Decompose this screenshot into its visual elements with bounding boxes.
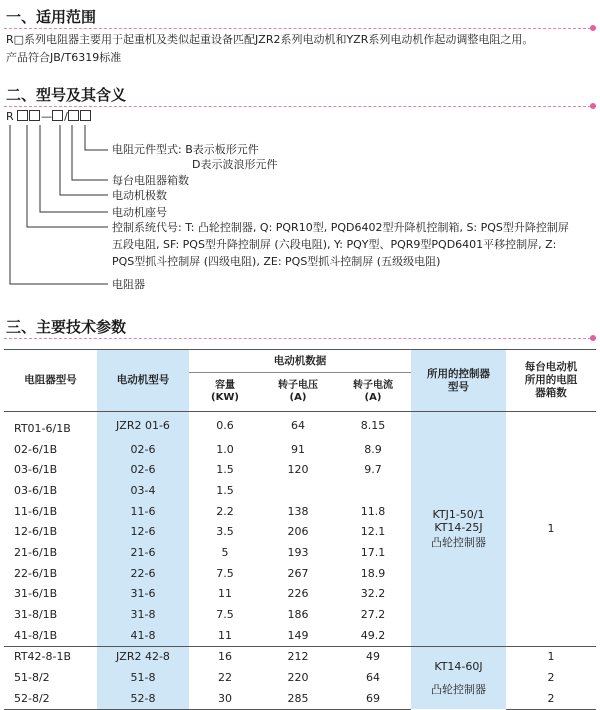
cell-voltage: 91 <box>291 442 305 456</box>
header-rotor-current-unit: (A) <box>364 392 382 403</box>
controller-line: KT14-25J <box>434 520 483 534</box>
controller-line: KT14-60J <box>434 660 483 674</box>
legend-control-line3: PQS型抓斗控制屏 (四级电阻), ZE: PQS型抓斗控制屏 (五级级电阻) <box>112 255 441 268</box>
cell-boxes: 2 <box>506 688 596 709</box>
cell-current: 69 <box>335 688 411 709</box>
cell-motor: 22-6 <box>97 563 189 584</box>
cell-current: 12.1 <box>360 525 386 539</box>
header-rotor-voltage-unit: (A) <box>289 392 307 403</box>
cell-capacity: 7.5 <box>216 608 234 622</box>
cell-capacity: 7.5 <box>216 566 234 580</box>
table-row <box>4 667 596 688</box>
cell-motor: 12-6 <box>97 521 189 542</box>
section-divider <box>4 338 596 339</box>
section-title-params: 三、主要技术参数 <box>6 318 127 336</box>
cell-resistor: 52-8/2 <box>4 688 97 709</box>
cell-current <box>335 480 411 501</box>
cell-voltage: 138 <box>287 504 309 518</box>
cell-voltage: 64 <box>261 412 335 439</box>
cell-voltage: 226 <box>287 587 309 601</box>
cell-voltage: 267 <box>287 566 309 580</box>
cell-capacity: 1.5 <box>216 483 234 497</box>
section-title-scope: 一、适用范围 <box>6 8 97 26</box>
cell-motor: JZR2 01-6 <box>97 412 189 439</box>
cell-capacity: 1.0 <box>216 442 234 456</box>
cell-resistor: 41-8/1B <box>14 628 58 642</box>
cell-voltage: 149 <box>287 628 309 642</box>
cell-current: 8.9 <box>364 442 382 456</box>
cell-current: 11.8 <box>360 504 386 518</box>
header-capacity <box>189 373 261 412</box>
legend-control-line1: 控制系统代号: T: 凸轮控制器, Q: PQR10型, PQD6402型升降机控制箱, S: PQS型升降控制屏 <box>112 221 569 234</box>
cell-capacity: 22 <box>218 671 232 685</box>
cell-motor: 02-6 <box>97 459 189 480</box>
header-boxes: 每台电动机所用的电阻器箱数 <box>506 350 596 412</box>
cell-capacity: 3.5 <box>216 525 234 539</box>
code-prefix: R <box>6 110 14 123</box>
cell-resistor: 02-6/1B <box>14 442 58 456</box>
cell-current: 49 <box>335 646 411 667</box>
cell-resistor: 31-8/1B <box>14 608 58 622</box>
legend-control-line2: 五段电阻, SF: PQS型升降控制屏 (六段电阻), Y: PQY型、PQR9型PQD6401平移控制屏, Z: <box>112 238 557 251</box>
cell-voltage <box>261 480 335 501</box>
controller-line: KTJ1-50/1 <box>432 507 485 521</box>
cell-voltage: 212 <box>261 646 335 667</box>
scope-text-line2: 产品符合JB/T6319标准 <box>6 51 122 64</box>
cell-current: 27.2 <box>360 608 386 622</box>
cell-current: 64 <box>366 671 380 685</box>
cell-resistor: 31-6/1B <box>14 587 58 601</box>
legend-poles: 电动机极数 <box>112 189 167 202</box>
cell-motor: 03-4 <box>97 480 189 501</box>
cell-boxes-group1: 1 <box>506 412 596 647</box>
scope-text-line1: R□系列电阻器主要用于起重机及类似起重设备匹配JZR2系列电动机和YZR系列电动机作起动调整电阻之用。 <box>6 33 534 46</box>
cell-motor: 21-6 <box>97 542 189 563</box>
header-controller: 所用的控制器型号 <box>411 350 506 412</box>
header-resistor-model: 电阻器型号 <box>4 350 97 412</box>
cell-resistor: RT01-6/1B <box>4 412 97 439</box>
cell-capacity: 2.2 <box>216 504 234 518</box>
table-row <box>4 688 596 709</box>
cell-capacity: 11 <box>218 628 232 642</box>
cell-current: 18.9 <box>360 566 386 580</box>
section-title-model: 二、型号及其含义 <box>6 86 127 104</box>
cell-capacity: 1.5 <box>216 463 234 477</box>
cell-capacity: 30 <box>189 688 261 709</box>
cell-resistor: RT42-8-1B <box>4 646 97 667</box>
controller-line: 凸轮控制器 <box>431 683 486 697</box>
cell-current: 8.15 <box>335 412 411 439</box>
cell-resistor: 12-6/1B <box>14 525 58 539</box>
cell-motor: JZR2 42-8 <box>97 646 189 667</box>
cell-voltage: 285 <box>261 688 335 709</box>
cell-boxes: 1 <box>506 646 596 667</box>
table-row <box>4 646 596 667</box>
cell-current: 17.1 <box>360 545 386 559</box>
cell-voltage: 120 <box>287 463 309 477</box>
header-rotor-current-label: 转子电流 <box>353 380 393 391</box>
header-rotor-voltage <box>261 373 335 412</box>
cell-current: 9.7 <box>364 463 382 477</box>
cell-motor: 51-8 <box>97 667 189 688</box>
cell-controller-group2 <box>411 646 506 709</box>
cell-capacity: 16 <box>189 646 261 667</box>
cell-resistor: 21-6/1B <box>14 545 58 559</box>
header-rotor-current <box>335 373 411 412</box>
cell-resistor: 11-6/1B <box>14 504 58 518</box>
cell-current: 32.2 <box>360 587 386 601</box>
cell-motor: 02-6 <box>97 439 189 460</box>
cell-resistor: 03-6/1B <box>14 483 58 497</box>
legend-resistor: 电阻器 <box>112 278 145 291</box>
header-capacity-label: 容量 <box>215 380 235 391</box>
cell-voltage: 206 <box>287 525 309 539</box>
table-row <box>4 412 596 439</box>
legend-frame: 电动机座号 <box>112 206 167 219</box>
cell-motor: 31-6 <box>97 584 189 605</box>
cell-resistor: 22-6/1B <box>14 566 58 580</box>
cell-motor: 52-8 <box>97 688 189 709</box>
controller-line: 凸轮控制器 <box>431 535 486 549</box>
cell-controller-group1 <box>411 412 506 647</box>
cell-motor: 31-8 <box>97 604 189 625</box>
code-slash: / <box>64 110 68 123</box>
spec-table <box>4 349 596 710</box>
cell-capacity: 5 <box>221 545 229 559</box>
cell-voltage: 220 <box>287 671 309 685</box>
cell-boxes: 2 <box>547 671 555 685</box>
cell-voltage: 186 <box>287 608 309 622</box>
legend-element-type: 电阻元件型式: B表示板形元件 <box>112 143 259 156</box>
cell-resistor: 51-8/2 <box>14 671 50 685</box>
header-motor-model: 电动机型号 <box>97 350 189 412</box>
header-motor-data: 电动机数据 <box>189 350 411 373</box>
legend-element-type-d: D表示波浪形元件 <box>192 158 278 171</box>
cell-motor: 11-6 <box>97 501 189 522</box>
code-dash: — <box>41 110 53 123</box>
cell-current: 49.2 <box>360 628 386 642</box>
cell-capacity: 0.6 <box>189 412 261 439</box>
cell-motor: 41-8 <box>97 625 189 646</box>
divider-dot <box>590 335 596 341</box>
cell-capacity: 11 <box>218 587 232 601</box>
cell-voltage: 193 <box>287 545 309 559</box>
header-rotor-voltage-label: 转子电压 <box>278 380 318 391</box>
legend-boxes: 每台电阻器箱数 <box>112 174 189 187</box>
header-capacity-unit: (KW) <box>211 392 239 403</box>
cell-resistor: 03-6/1B <box>14 463 58 477</box>
